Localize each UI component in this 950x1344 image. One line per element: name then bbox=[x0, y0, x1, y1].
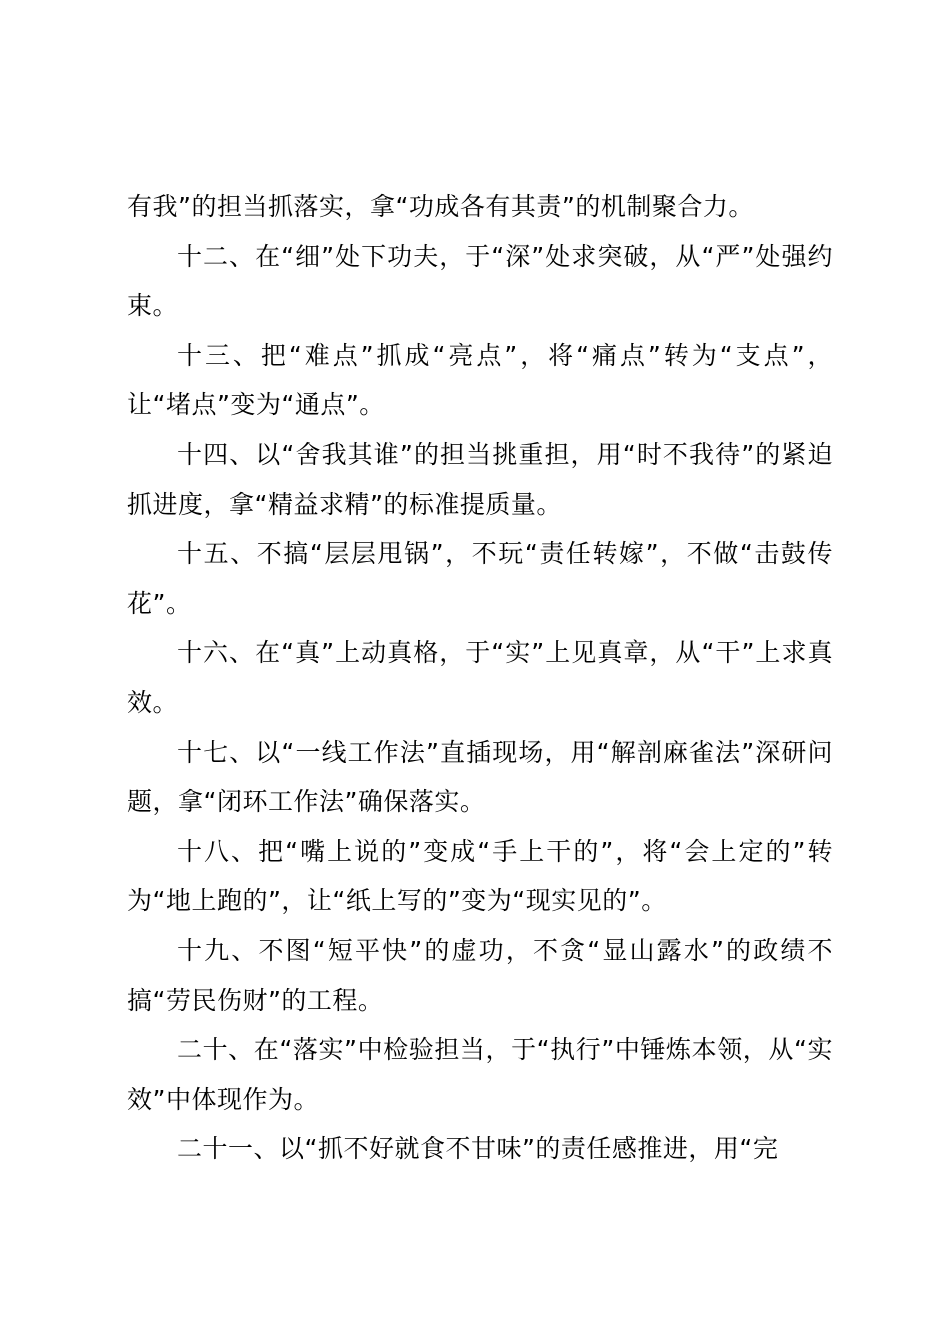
paragraph-21: 二十一、以“抓不好就食不甘味”的责任感推进，用“完 bbox=[177, 1134, 779, 1164]
paragraph-18: 十八、把“嘴上说的”变成“手上干的”，将“会上定的”转为“地上跑的”，让“纸上写的”变为“现实见的”。 bbox=[127, 836, 833, 916]
paragraph-15: 十五、不搞“层层甩锅”，不玩“责任转嫁”，不做“击鼓传花”。 bbox=[127, 539, 833, 618]
paragraph-12: 十二、在“细”处下功夫，于“深”处求突破，从“严”处强约束。 bbox=[127, 241, 833, 321]
paragraph-16: 十六、在“真”上动真格，于“实”上见真章，从“干”上求真效。 bbox=[127, 638, 833, 717]
paragraph-13: 十三、把“难点”抓成“亮点”，将“痛点”转为“支点”，让“堵点”变为“通点”。 bbox=[127, 340, 833, 420]
paragraph-continued: 有我”的担当抓落实，拿“功成各有其责”的机制聚合力。 bbox=[127, 192, 754, 221]
paragraph-17: 十七、以“一线工作法”直插现场，用“解剖麻雀法”深研问题，拿“闭环工作法”确保落实。 bbox=[127, 737, 833, 817]
paragraph-20: 二十、在“落实”中检验担当，于“执行”中锤炼本领，从“实效”中体现作为。 bbox=[127, 1035, 833, 1114]
paragraph-19: 十九、不图“短平快”的虚功，不贪“显山露水”的政绩不搞“劳民伤财”的工程。 bbox=[127, 935, 833, 1015]
document-body bbox=[127, 182, 833, 1174]
paragraph-14: 十四、以“舍我其谁”的担当挑重担，用“时不我待”的紧迫抓进度，拿“精益求精”的标准提质量。 bbox=[127, 439, 833, 519]
